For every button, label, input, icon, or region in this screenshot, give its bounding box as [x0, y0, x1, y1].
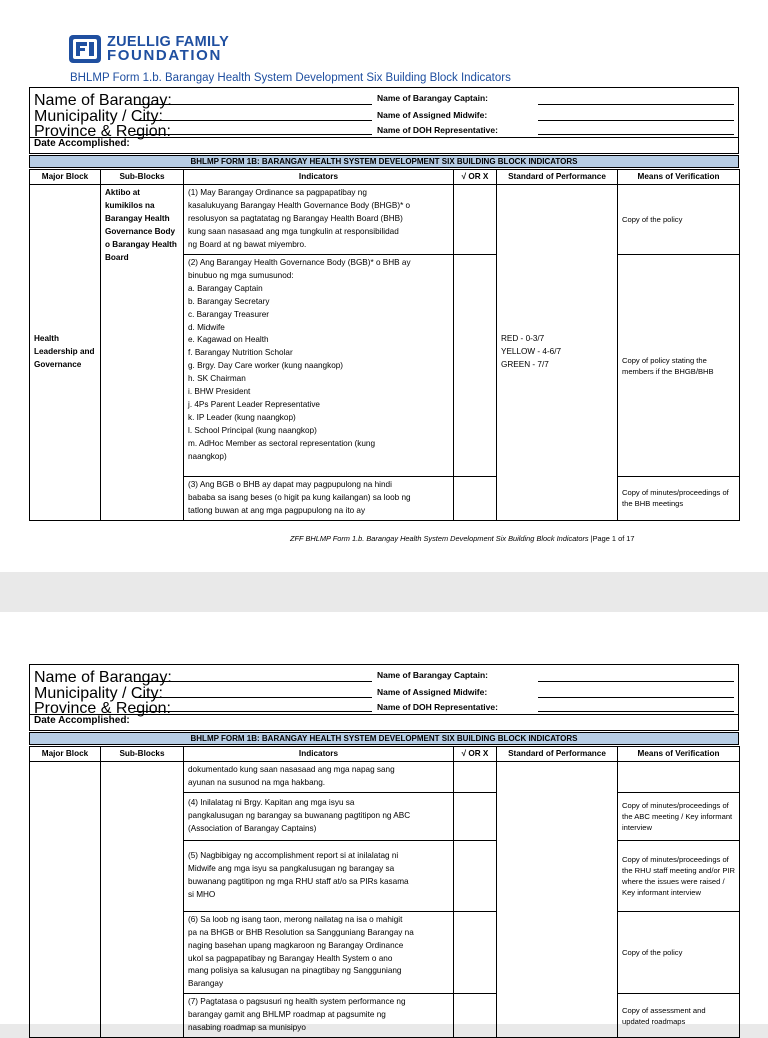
indicator-cell [184, 994, 454, 1038]
barangay-captain-label: Name of Barangay Captain: [377, 93, 488, 103]
col-sub-blocks: Sub-Blocks [101, 170, 184, 185]
col-means: Means of Verification [618, 170, 740, 185]
header-info-box [29, 664, 739, 731]
indicator-cell [184, 185, 454, 255]
indicator-cell [184, 792, 454, 840]
indicator-line: i. BHW President [188, 387, 251, 397]
footer-text: ZFF BHLMP Form 1.b. Barangay Health System Development Six Building Block Indicators [290, 534, 589, 543]
assigned-midwife-field[interactable] [538, 697, 734, 698]
indicator-line: barangay gamit ang BHLMP roadmap at pagsumite ng [188, 1010, 386, 1020]
indicator-line: bababa sa isang beses (o higit pa kung kailangan) sa loob ng [188, 492, 411, 502]
municipality-city-field[interactable] [135, 697, 372, 698]
header-info-box [29, 87, 739, 154]
barangay-captain-label: Name of Barangay Captain: [377, 670, 488, 680]
logo-line-2: FOUNDATION [107, 47, 222, 64]
indicator-line: e. Kagawad on Health [188, 335, 269, 345]
col-means: Means of Verification [618, 747, 740, 762]
province-region-label: Province & Region: [34, 700, 171, 717]
indicator-line: ng Board at ng bawat miyembro. [188, 239, 307, 249]
name-of-barangay-label: Name of Barangay: [34, 669, 172, 686]
indicator-line: pangkalusugan ng barangay sa buwanang pagtitipon ng ABC [188, 810, 411, 820]
assigned-midwife-label: Name of Assigned Midwife: [377, 687, 488, 697]
indicator-line: (Association of Barangay Captains) [188, 823, 317, 833]
indicator-line: f. Barangay Nutrition Scholar [188, 348, 293, 358]
means-of-verification-cell: Copy of the policy [618, 185, 740, 255]
means-of-verification-cell: Copy of policy stating the members if the BHGB/BHB [618, 255, 740, 477]
indicator-line: d. Midwife [188, 322, 225, 332]
check-cell[interactable] [454, 792, 497, 840]
col-standard: Standard of Performance [497, 170, 618, 185]
assigned-midwife-field[interactable] [538, 120, 734, 121]
check-cell[interactable] [454, 994, 497, 1038]
name-of-barangay-field[interactable] [135, 104, 372, 105]
doh-representative-field[interactable] [538, 134, 734, 135]
indicator-line: resolusyon sa pagtatatag ng Barangay Health Board (BHB) [188, 213, 403, 223]
means-of-verification-cell: Copy of minutes/proceedings of the BHB meetings [618, 477, 740, 521]
standard-of-performance-cell [497, 762, 618, 1038]
indicator-line: Midwife ang mga isyu sa pangkalusugan ng barangay sa [188, 863, 395, 873]
doh-representative-label: Name of DOH Representative: [377, 702, 498, 712]
indicator-line: ukol sa pagpapatibay ng Barangay Health System o ano [188, 953, 393, 963]
check-cell[interactable] [454, 255, 497, 477]
page-2 [0, 612, 768, 1033]
doh-representative-field[interactable] [538, 711, 734, 712]
indicators-table-page-2 [29, 746, 740, 1038]
col-major-block: Major Block [30, 170, 101, 185]
footer-page-number: |Page 1 of 17 [590, 534, 635, 543]
barangay-captain-field[interactable] [538, 681, 734, 682]
municipality-city-label: Municipality / City: [34, 685, 163, 702]
major-block-cell: Health Leadership and Governance [30, 185, 101, 521]
indicator-line: (1) May Barangay Ordinance sa pagpapatibay ng [188, 188, 367, 197]
doh-representative-label: Name of DOH Representative: [377, 125, 498, 135]
indicator-line: nasabing roadmap sa munisipyo [188, 1023, 306, 1033]
barangay-captain-field[interactable] [538, 104, 734, 105]
check-cell[interactable] [454, 185, 497, 255]
indicator-line: g. Brgy. Day Care worker (kung naangkop) [188, 361, 344, 371]
assigned-midwife-label: Name of Assigned Midwife: [377, 110, 488, 120]
sub-block-cell: Aktibo at kumikilos na Barangay Health Governance Body o Barangay Health Board [101, 185, 184, 521]
sub-block-cell [101, 762, 184, 1038]
check-cell[interactable] [454, 911, 497, 993]
standard-green: GREEN - 7/7 [501, 359, 549, 369]
standard-of-performance-cell [497, 185, 618, 521]
indicator-line: (2) Ang Barangay Health Governance Body (BGB)* o BHB ay [188, 258, 411, 267]
indicator-line: (6) Sa loob ng isang taon, merong nailatag na isa o mahigit [188, 914, 403, 924]
standard-red: RED - 0-3/7 [501, 334, 545, 343]
indicator-cell [184, 762, 454, 793]
date-accomplished-label: Date Accomplished: [30, 714, 738, 730]
indicator-line: dokumentado kung saan nasasaad ang mga napag sang [188, 765, 395, 774]
col-check: √ OR X [454, 170, 497, 185]
indicator-line: a. Barangay Captain [188, 283, 263, 293]
indicator-line: naging basehan upang magkaroon ng Barangay Ordinance [188, 940, 404, 950]
province-region-field[interactable] [135, 711, 372, 712]
indicator-line: c. Barangay Treasurer [188, 309, 270, 319]
col-check: √ OR X [454, 747, 497, 762]
indicator-line: binubuo ng mga sumusunod: [188, 270, 294, 280]
means-of-verification-cell [618, 762, 740, 793]
indicator-line: l. School Principal (kung naangkop) [188, 425, 317, 435]
indicator-line: Barangay [188, 979, 224, 989]
indicator-line: (3) Ang BGB o BHB ay dapat may pagpupulong na hindi [188, 480, 392, 489]
indicator-line: (7) Pagtatasa o pagsusuri ng health system performance ng [188, 997, 406, 1007]
indicator-line: si MHO [188, 889, 216, 899]
zff-logo-icon [68, 34, 102, 64]
check-cell[interactable] [454, 840, 497, 911]
indicator-line: pa na BHGB or BHB Resolution sa Sangguniang Barangay na [188, 927, 414, 937]
standard-yellow: YELLOW - 4-6/7 [501, 346, 562, 356]
indicator-line: tatlong buwan at ang mga pagpupulong na ito ay [188, 505, 366, 515]
form-title: BHLMP Form 1.b. Barangay Health System Development Six Building Block Indicators [70, 72, 511, 84]
indicator-line: j. 4Ps Parent Leader Representative [188, 399, 320, 409]
indicator-line: kung saan nasasaad ang mga tungkulin at responsibilidad [188, 226, 399, 236]
indicator-line: m. AdHoc Member as sectoral representation (kung [188, 438, 376, 448]
col-indicators: Indicators [184, 170, 454, 185]
indicator-line: buwanang pagtitipon ng mga RHU staff at/o sa PIRs kasama [188, 876, 409, 886]
indicator-cell [184, 255, 454, 477]
province-region-field[interactable] [135, 134, 372, 135]
form-banner: BHLMP FORM 1B: BARANGAY HEALTH SYSTEM DEVELOPMENT SIX BUILDING BLOCK INDICATORS [29, 732, 739, 745]
check-cell[interactable] [454, 477, 497, 521]
major-block-cell [30, 762, 101, 1038]
indicator-line: (4) Inilalatag ni Brgy. Kapitan ang mga isyu sa [188, 797, 355, 807]
indicator-line: kasalukuyang Barangay Health Governance Body (BHGB)* o [188, 200, 411, 210]
zff-logo [68, 34, 229, 64]
indicator-line: ayunan na susunod na mga hakbang. [188, 777, 326, 787]
name-of-barangay-label: Name of Barangay: [34, 92, 172, 109]
col-major-block: Major Block [30, 747, 101, 762]
municipality-city-label: Municipality / City: [34, 108, 163, 125]
form-banner: BHLMP FORM 1B: BARANGAY HEALTH SYSTEM DEVELOPMENT SIX BUILDING BLOCK INDICATORS [29, 155, 739, 168]
indicator-line: k. IP Leader (kung naangkop) [188, 412, 296, 422]
means-of-verification-cell: Copy of minutes/proceedings of the RHU staff meeting and/or PIR where the issues were raised / Key informant interview [618, 840, 740, 911]
municipality-city-field[interactable] [135, 120, 372, 121]
logo-line-1: ZUELLIG FAMILY [107, 34, 230, 50]
indicator-cell [184, 911, 454, 993]
indicators-table-page-1 [29, 169, 740, 521]
indicator-line: (5) Nagbibigay ng accomplishment report si at inilalatag ni [188, 851, 399, 860]
indicator-line: h. SK Chairman [188, 374, 246, 384]
date-accomplished-label: Date Accomplished: [30, 137, 738, 153]
col-sub-blocks: Sub-Blocks [101, 747, 184, 762]
province-region-label: Province & Region: [34, 123, 171, 140]
page-footer [290, 534, 635, 543]
col-standard: Standard of Performance [497, 747, 618, 762]
col-indicators: Indicators [184, 747, 454, 762]
indicator-line: b. Barangay Secretary [188, 296, 270, 306]
indicator-line: mang polisiya sa kalusugan na pinagtibay ng Sangguniang [188, 966, 402, 976]
means-of-verification-cell: Copy of assessment and updated roadmaps [618, 994, 740, 1038]
check-cell[interactable] [454, 762, 497, 793]
means-of-verification-cell: Copy of minutes/proceedings of the ABC meeting / Key informant interview [618, 792, 740, 840]
indicator-cell [184, 477, 454, 521]
name-of-barangay-field[interactable] [135, 681, 372, 682]
indicator-cell [184, 840, 454, 911]
indicator-line: naangkop) [188, 451, 227, 461]
means-of-verification-cell: Copy of the policy [618, 911, 740, 993]
